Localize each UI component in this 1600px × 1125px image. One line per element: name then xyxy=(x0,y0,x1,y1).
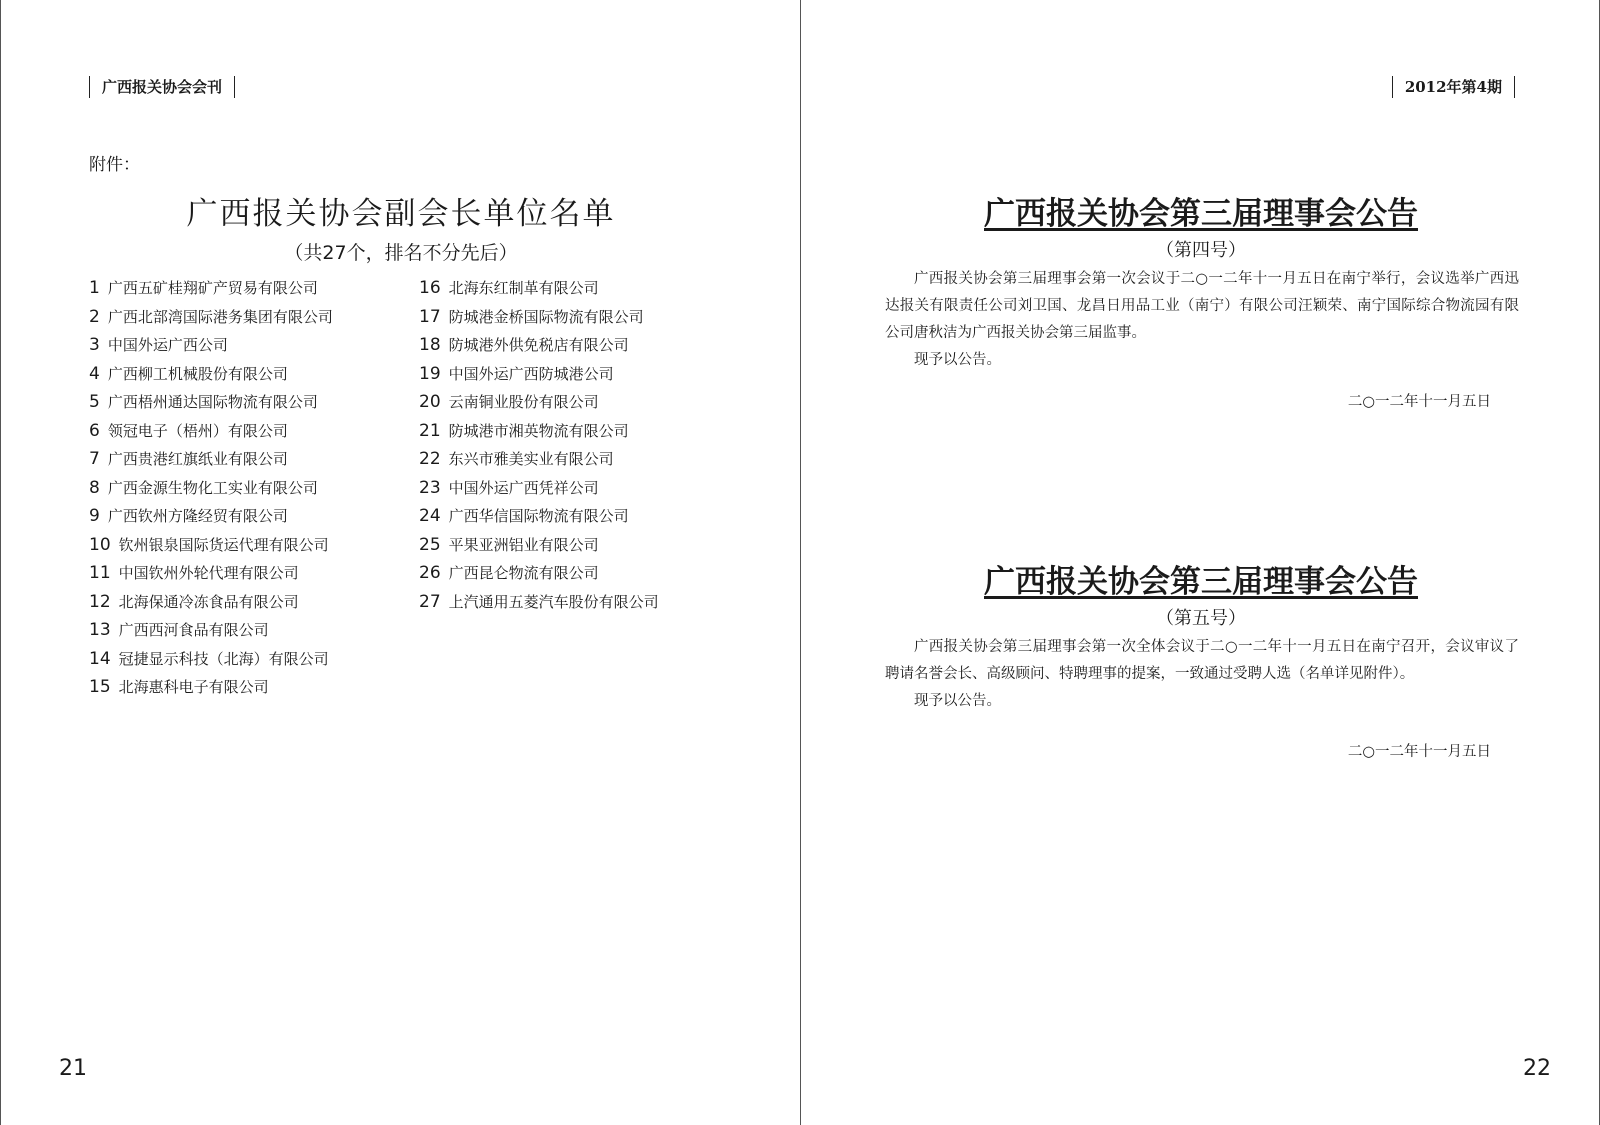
item-number: 4 xyxy=(89,363,100,384)
list-item xyxy=(419,417,659,446)
company-name: 广西贵港红旗纸业有限公司 xyxy=(107,450,288,468)
company-name: 平果亚洲铝业有限公司 xyxy=(448,535,599,554)
notice-closing: 现予以公告。 xyxy=(914,693,1001,709)
list-item xyxy=(89,388,333,417)
company-list-column-2 xyxy=(419,274,659,616)
list-item xyxy=(419,360,659,389)
company-list-column-1 xyxy=(89,274,333,702)
list-item xyxy=(419,445,659,474)
company-name: 冠捷显示科技（北海）有限公司 xyxy=(118,649,329,668)
company-name: 中国外运广西防城港公司 xyxy=(448,364,614,383)
notice-body xyxy=(885,266,1519,374)
company-name: 东兴市雅美实业有限公司 xyxy=(448,450,614,468)
item-number: 24 xyxy=(419,506,441,526)
company-name: 上汽通用五菱汽车股份有限公司 xyxy=(448,592,659,611)
item-number: 15 xyxy=(89,677,111,697)
company-name: 中国外运广西凭祥公司 xyxy=(448,478,599,497)
list-item xyxy=(89,559,333,588)
item-number: 20 xyxy=(419,392,441,412)
list-item xyxy=(89,417,333,446)
list-subtitle: （共27个，排名不分先后） xyxy=(284,242,518,264)
notice-date: 二○一二年十一月五日 xyxy=(1347,744,1491,760)
list-item xyxy=(419,588,659,617)
notice-number: （第四号） xyxy=(1156,240,1246,261)
item-number: 19 xyxy=(419,363,441,384)
company-name: 防城港金桥国际物流有限公司 xyxy=(448,307,644,326)
item-number: 5 xyxy=(89,392,100,412)
list-item xyxy=(89,531,333,560)
list-item xyxy=(419,388,659,417)
list-item xyxy=(419,559,659,588)
item-number: 1 xyxy=(89,278,100,298)
list-item xyxy=(419,474,659,503)
company-name: 广西西河食品有限公司 xyxy=(118,621,269,639)
list-item xyxy=(89,360,333,389)
item-number: 26 xyxy=(419,563,441,583)
notice-closing: 现予以公告。 xyxy=(914,352,1001,368)
list-item xyxy=(419,303,659,332)
list-item xyxy=(89,274,333,303)
item-number: 21 xyxy=(419,420,441,441)
company-name: 广西钦州方隆经贸有限公司 xyxy=(107,507,288,525)
list-item xyxy=(89,303,333,332)
item-number: 23 xyxy=(419,477,441,498)
company-name: 广西梧州通达国际物流有限公司 xyxy=(107,393,318,411)
company-name: 北海惠科电子有限公司 xyxy=(118,678,269,696)
list-item xyxy=(89,474,333,503)
company-name: 广西昆仑物流有限公司 xyxy=(448,564,599,582)
item-number: 12 xyxy=(89,591,111,612)
company-name: 防城港外供免税店有限公司 xyxy=(448,336,629,354)
company-name: 北海东红制革有限公司 xyxy=(448,279,599,297)
company-name: 广西五矿桂翔矿产贸易有限公司 xyxy=(107,279,318,297)
list-item xyxy=(89,445,333,474)
company-name: 领冠电子（梧州）有限公司 xyxy=(107,421,288,440)
notice-title: 广西报关协会第三届理事会公告 xyxy=(984,564,1418,600)
item-number: 9 xyxy=(89,506,100,526)
notice-number: （第五号） xyxy=(1156,608,1246,629)
list-item xyxy=(89,645,333,674)
company-name: 北海保通冷冻食品有限公司 xyxy=(118,592,299,611)
item-number: 13 xyxy=(89,620,111,640)
item-number: 8 xyxy=(89,477,100,498)
company-name: 云南铜业股份有限公司 xyxy=(448,393,599,411)
company-name: 钦州银泉国际货运代理有限公司 xyxy=(118,535,329,554)
notice-date: 二○一二年十一月五日 xyxy=(1347,394,1491,410)
list-item xyxy=(419,331,659,360)
notice-paragraph: 广西报关协会第三届理事会第一次会议于二○一二年十一月五日在南宁举行，会议选举广西迅达报关有限责任公司刘卫国、龙昌日用品工业（南宁）有限公司汪颖荣、南宁国际综合物流园有限公司唐秋洁为广西报关协会第三届监事。 xyxy=(885,271,1519,341)
list-item xyxy=(89,331,333,360)
list-item xyxy=(89,588,333,617)
item-number: 6 xyxy=(89,420,100,441)
item-number: 17 xyxy=(419,306,441,327)
page-number: 21 xyxy=(59,1056,87,1081)
list-item xyxy=(89,502,333,531)
list-item xyxy=(419,531,659,560)
item-number: 11 xyxy=(89,563,111,583)
company-name: 中国钦州外轮代理有限公司 xyxy=(118,564,299,582)
list-item xyxy=(89,673,333,702)
list-title: 广西报关协会副会长单位名单 xyxy=(186,196,616,232)
list-item xyxy=(419,274,659,303)
item-number: 25 xyxy=(419,534,441,555)
notice-paragraph: 广西报关协会第三届理事会第一次全体会议于二○一二年十一月五日在南宁召开，会议审议了聘请名誉会长、高级顾问、特聘理事的提案，一致通过受聘人选（名单详见附件）。 xyxy=(885,639,1519,682)
issue-header: 2012年第4期 xyxy=(1392,76,1515,98)
company-name: 广西柳工机械股份有限公司 xyxy=(107,364,288,383)
attachment-label: 附件： xyxy=(89,155,140,175)
item-number: 10 xyxy=(89,534,111,555)
notice-title: 广西报关协会第三届理事会公告 xyxy=(984,196,1418,232)
company-name: 广西北部湾国际港务集团有限公司 xyxy=(107,307,333,326)
item-number: 7 xyxy=(89,449,100,469)
item-number: 27 xyxy=(419,591,441,612)
item-number: 18 xyxy=(419,335,441,355)
item-number: 14 xyxy=(89,648,111,669)
company-name: 广西华信国际物流有限公司 xyxy=(448,507,629,525)
item-number: 22 xyxy=(419,449,441,469)
page-number: 22 xyxy=(1523,1056,1551,1081)
notice-body xyxy=(885,634,1519,715)
company-name: 防城港市湘英物流有限公司 xyxy=(448,421,629,440)
item-number: 16 xyxy=(419,278,441,298)
company-name: 广西金源生物化工实业有限公司 xyxy=(107,478,318,497)
right-page xyxy=(800,0,1600,1125)
company-name: 中国外运广西公司 xyxy=(107,336,228,354)
item-number: 3 xyxy=(89,335,100,355)
list-item xyxy=(419,502,659,531)
list-item xyxy=(89,616,333,645)
item-number: 2 xyxy=(89,306,100,327)
running-header: 广西报关协会会刊 xyxy=(89,76,235,98)
